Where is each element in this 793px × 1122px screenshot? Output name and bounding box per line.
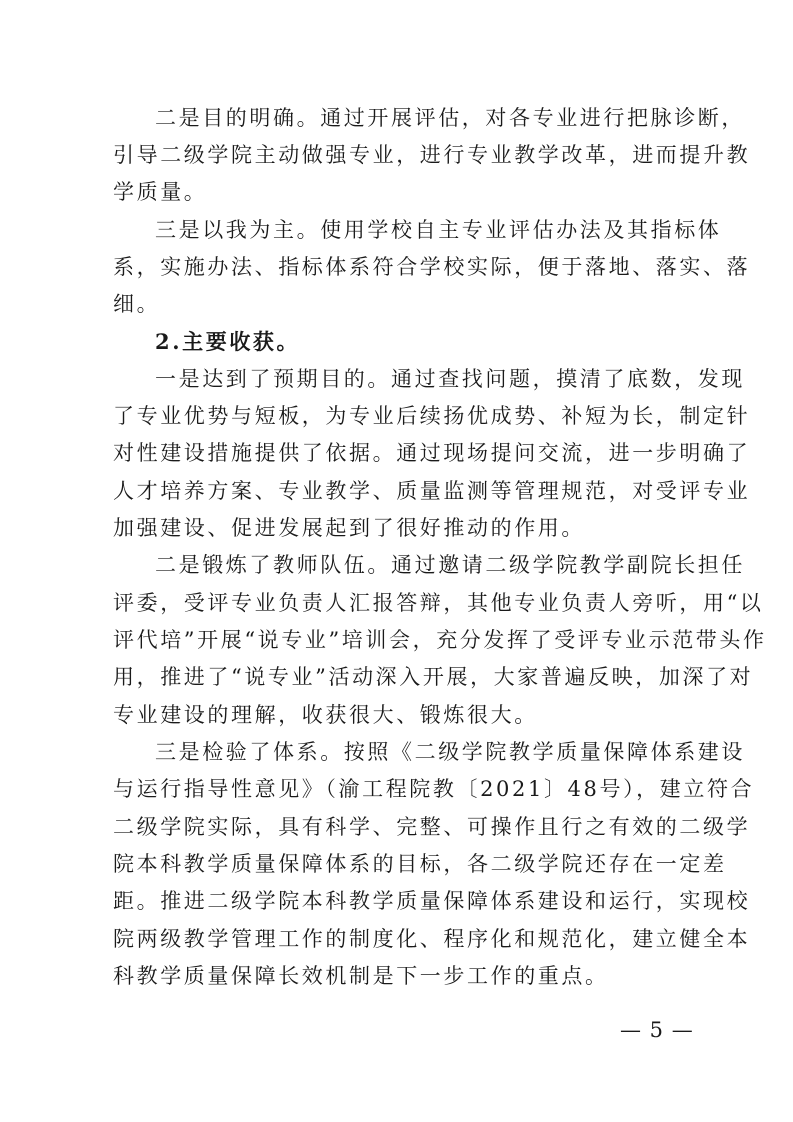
paragraph-line: 引导二级学院主动做强专业，进行专业教学改革，进而提升教 [113,143,751,167]
paragraph-line: 院两级教学管理工作的制度化、程序化和规范化，建立健全本 [113,927,751,951]
paragraph-line: 三是检验了体系。按照《二级学院教学质量保障体系建设 [155,740,745,764]
paragraph-line: 三是以我为主。使用学校自主专业评估办法及其指标体 [155,218,722,242]
paragraph-line: 专业建设的理解，收获很大、锻炼很大。 [113,703,538,727]
paragraph-line: 用，推进了“说专业”活动深入开展，大家普遍反映，加深了对 [113,665,754,689]
paragraph-line: 二级学院实际，具有科学、完整、可操作且行之有效的二级学 [113,815,751,839]
paragraph-line: 二是目的明确。通过开展评估，对各专业进行把脉诊断， [155,106,745,130]
paragraph-line: 一是达到了预期目的。通过查找问题，摸清了底数，发现 [155,367,745,391]
paragraph-line: 人才培养方案、专业教学、质量监测等管理规范，对受评专业 [113,479,751,503]
paragraph-line: 了专业优势与短板，为专业后续扬优成势、补短为长，制定针 [113,404,751,428]
paragraph-line: 院本科教学质量保障体系的目标，各二级学院还存在一定差 [113,852,727,876]
paragraph-line: 对性建设措施提供了依据。通过现场提问交流，进一步明确了 [113,441,751,465]
section-heading: 2.主要收获。 [155,329,301,354]
paragraph-line: 科教学质量保障长效机制是下一步工作的重点。 [113,964,609,988]
paragraph-line: 与运行指导性意见》（渝工程院教〔2021〕48号），建立符合 [113,777,755,801]
paragraph-line: 加强建设、促进发展起到了很好推动的作用。 [113,516,585,540]
paragraph-line: 评委，受评专业负责人汇报答辩，其他专业负责人旁听，用“以 [113,591,764,615]
paragraph-line: 二是锻炼了教师队伍。通过邀请二级学院教学副院长担任 [155,553,745,577]
paragraph-line: 评代培”开展“说专业”培训会，充分发挥了受评专业示范带头作 [113,628,767,652]
paragraph-line: 距。推进二级学院本科教学质量保障体系建设和运行，实现校 [113,889,751,913]
paragraph-line: 细。 [113,292,161,316]
paragraph-line: 系，实施办法、指标体系符合学校实际，便于落地、落实、落 [113,255,751,279]
page-number: — 5 — [620,1018,694,1042]
paragraph-line: 学质量。 [113,180,208,204]
